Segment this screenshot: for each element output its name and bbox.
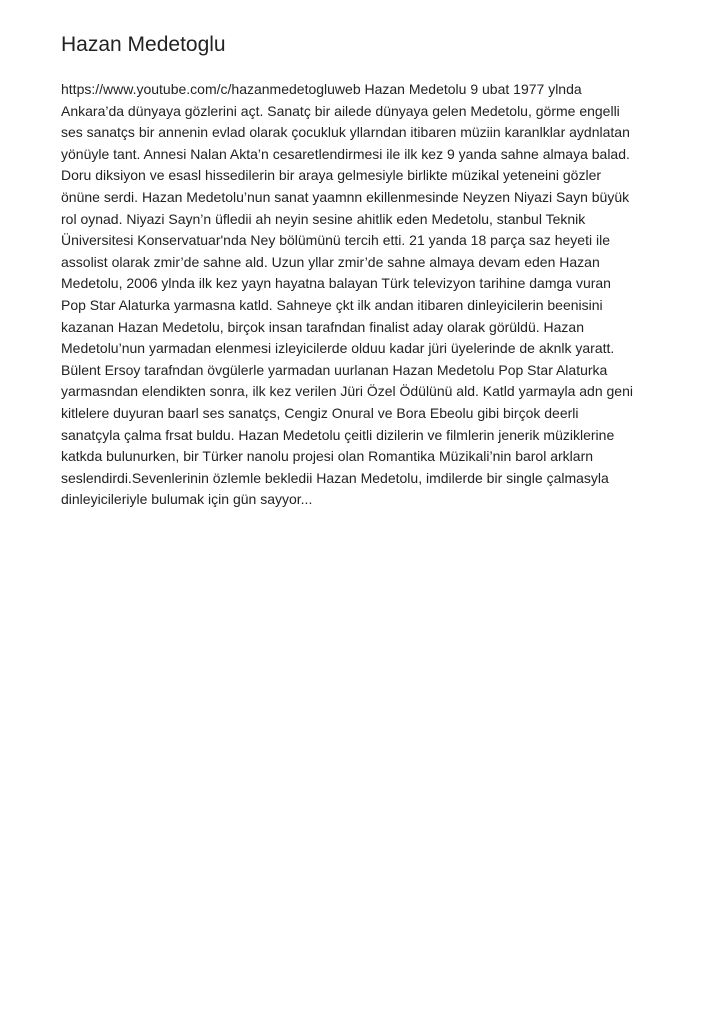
body-line: kazanan Hazan Medetolu, birçok insan tarafndan finalist aday olarak görüldü. Hazan (61, 318, 584, 335)
body-line: Ankara’da dünyaya gözlerini açt. Sanatç bir ailede dünyaya gelen Medetolu, görme engelli (61, 102, 620, 119)
body-line: kitlelere duyuran baarl ses sanatçs, Cengiz Onural ve Bora Ebeolu gibi birçok deerli (61, 404, 579, 421)
body-line: Pop Star Alaturka yarmasna katld. Sahneye çkt ilk andan itibaren dinleyicilerin beenisini (61, 296, 603, 313)
body-line: seslendirdi.Sevenlerinin özlemle bekledii Hazan Medetolu, imdilerde bir single çalmasyla (61, 469, 609, 486)
body-line: sanatçyla çalma frsat buldu. Hazan Medetolu çeitli dizilerin ve filmlerin jenerik müziklerine (61, 426, 615, 443)
document-title: Hazan Medetoglu (61, 33, 226, 56)
body-line: rol oynad. Niyazi Sayn’n üfledii ah neyin sesine ahitlik eden Medetolu, stanbul Teknik (61, 210, 586, 227)
body-line: Medetolu, 2006 ylnda ilk kez yayn hayatna balayan Türk televizyon tarihine damga vuran (61, 275, 611, 292)
body-line: önüne serdi. Hazan Medetolu’nun sanat yaamnn ekillenmesinde Neyzen Niyazi Sayn büyük (61, 188, 630, 205)
body-line: https://www.youtube.com/c/hazanmedetogluweb Hazan Medetolu 9 ubat 1977 ylnda (61, 81, 582, 97)
body-line: dinleyicileriyle bulumak için gün sayyor... (61, 491, 313, 508)
body-line: Medetolu’nun yarmadan elenmesi izleyicilerde olduu kadar jüri üyelerinde de aknlk yaratt. (61, 340, 615, 357)
body-line: yarmasndan elendikten sonra, ilk kez verilen Jüri Özel Ödülünü ald. Katld yarmayla adn geni (61, 383, 633, 400)
document-body (61, 79, 661, 511)
body-line: Üniversitesi Konservatuar'nda Ney bölümünü tercih etti. 21 yanda 18 parça saz heyeti ile (61, 232, 610, 249)
body-line: Doru diksiyon ve esasl hissedilerin bir araya gelmesiyle birlikte müzikal yeteneini gözler (61, 167, 602, 184)
body-line: Bülent Ersoy tarafndan övgülerle yarmadan uurlanan Hazan Medetolu Pop Star Alaturka (61, 361, 608, 378)
body-line: assolist olarak zmir’de sahne ald. Uzun yllar zmir’de sahne almaya devam eden Hazan (61, 253, 600, 270)
body-line: yönüyle tant. Annesi Nalan Akta’n cesaretlendirmesi ile ilk kez 9 yanda sahne almaya balad. (61, 145, 630, 162)
body-line: ses sanatçs bir annenin evlad olarak çocukluk yllarndan itibaren müziin karanlklar aydnlatan (61, 124, 630, 141)
body-line: katkda bulunurken, bir Türker nanolu projesi olan Romantika Müzikali’nin barol arklarn (61, 448, 594, 465)
